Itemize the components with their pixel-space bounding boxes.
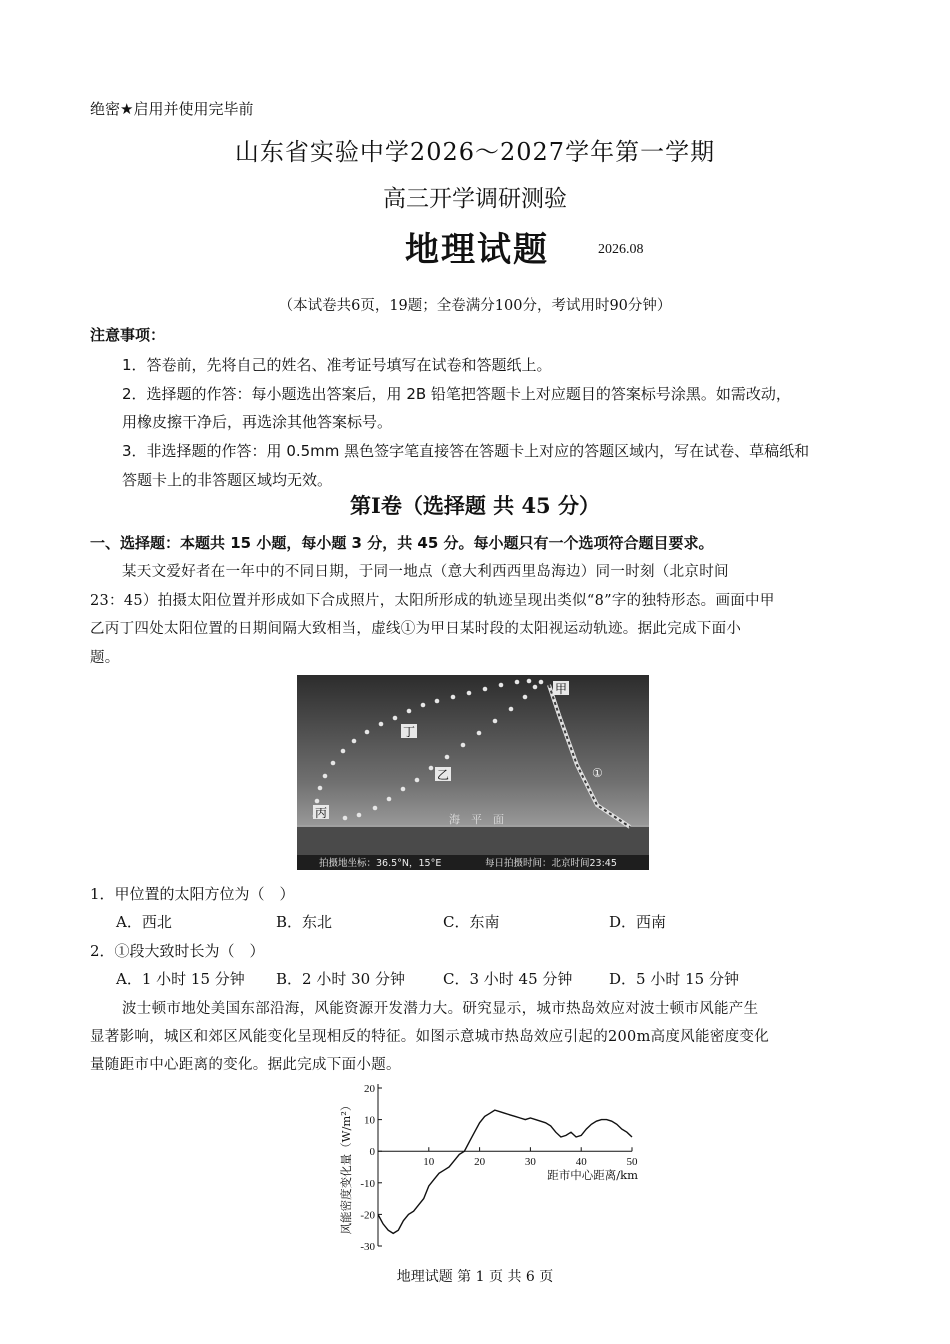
label-ding: 丁 — [403, 725, 416, 739]
q2-option-d: D．5 小时 15 分钟 — [609, 970, 739, 988]
sun-dot — [379, 722, 384, 727]
y-tick-label: -10 — [360, 1177, 375, 1190]
sun-dot — [499, 683, 504, 688]
sun-dot — [523, 695, 528, 700]
sun-dot — [451, 695, 456, 700]
label-yi: 乙 — [437, 768, 450, 782]
sun-dot — [331, 761, 336, 766]
sun-dot — [483, 687, 488, 692]
y-tick-label: 0 — [369, 1146, 375, 1159]
sun-dot — [509, 707, 514, 712]
sea-band — [297, 825, 649, 855]
sun-dot — [315, 799, 320, 804]
sun-dot — [343, 816, 348, 821]
sun-dot — [477, 731, 482, 736]
sun-dot — [539, 680, 544, 685]
photo-time: 每日拍摄时间：北京时间23:45 — [485, 858, 617, 869]
sea-level-label: 海 平 面 — [449, 813, 504, 826]
sun-dot — [421, 703, 426, 708]
sun-dot — [515, 680, 520, 685]
x-axis-label: 距市中心距离/km — [547, 1168, 638, 1183]
sun-dot — [341, 749, 346, 754]
y-tick-label: -30 — [360, 1241, 375, 1253]
chart-svg — [330, 1078, 650, 1258]
sun-analemma-photo — [297, 675, 649, 870]
passage1-line: 乙丙丁四处太阳位置的日期间隔大致相当，虚线①为甲日某时段的太阳视运动轨迹。据此完成下面小 — [90, 621, 742, 637]
sun-dot — [493, 719, 498, 724]
photo-coordinate: 拍摄地坐标：36.5°N，15°E — [319, 858, 442, 869]
school-term-title: 山东省实验中学2026～2027学年第一学期 — [234, 138, 716, 166]
passage2-line: 量随距市中心距离的变化。据此完成下面小题。 — [90, 1057, 401, 1073]
x-tick-label: 20 — [474, 1156, 486, 1169]
notice-line: 答题卡上的非答题区域均无效。 — [122, 471, 333, 489]
question-1-stem: 1．甲位置的太阳方位为（ ） — [90, 885, 295, 903]
page-footer: 地理试题 第 1 页 共 6 页 — [396, 1269, 554, 1285]
sun-dot — [527, 679, 532, 684]
sun-dot — [435, 699, 440, 704]
secret-mark: 绝密★启用并使用完毕前 — [90, 100, 254, 118]
sun-dot — [445, 755, 450, 760]
passage1-line: 某天文爱好者在一年中的不同日期，于同一地点（意大利西西里岛海边）同一时刻（北京时间 — [122, 564, 729, 580]
section-instruction: 一、选择题：本题共 15 小题，每小题 3 分，共 45 分。每小题只有一个选项符合题目要求。 — [90, 534, 714, 552]
y-tick-label: 20 — [364, 1083, 375, 1095]
sun-dot — [401, 787, 406, 792]
passage2-line: 显著影响，城区和郊区风能变化呈现相反的特征。如图示意城市热岛效应引起的200m高度风能密度变化 — [90, 1029, 770, 1045]
sun-dot — [415, 778, 420, 783]
notice-line: 1．答卷前，先将自己的姓名、准考证号填写在试卷和答题纸上。 — [122, 356, 552, 374]
q1-option-b: B．东北 — [276, 913, 333, 931]
exam-date: 2026.08 — [598, 242, 644, 257]
passage2-line: 波士顿市地处美国东部沿海，风能资源开发潜力大。研究显示，城市热岛效应对波士顿市风能产生 — [122, 1001, 759, 1017]
sun-dot — [357, 813, 362, 818]
y-tick-label: -20 — [360, 1209, 375, 1222]
y-tick-label: 10 — [364, 1114, 375, 1127]
y-axis-label: 风能密度变化量（W/m²） — [339, 1099, 353, 1235]
sun-dot — [318, 786, 323, 791]
label-circle-1: ① — [592, 766, 603, 780]
sun-dot — [533, 685, 538, 690]
sun-dot — [387, 797, 392, 802]
q2-option-b: B．2 小时 30 分钟 — [276, 970, 405, 988]
part-title: 第Ⅰ卷（选择题 共 45 分） — [350, 493, 600, 518]
label-bing: 丙 — [315, 806, 328, 820]
q2-option-c: C．3 小时 45 分钟 — [443, 970, 573, 988]
sun-dot — [323, 774, 328, 779]
analemma-figure — [297, 675, 649, 870]
exam-name: 高三开学调研测验 — [383, 186, 567, 212]
notice-heading: 注意事项： — [90, 326, 166, 344]
x-tick-label: 40 — [575, 1156, 587, 1169]
question-2-stem: 2．①段大致时长为（ ） — [90, 942, 265, 960]
sun-dot — [352, 739, 357, 744]
exam-info: （本试卷共6页，19题；全卷满分100分，考试用时90分钟） — [278, 298, 672, 314]
x-tick-label: 50 — [626, 1156, 638, 1169]
x-tick-label: 10 — [423, 1156, 435, 1169]
notice-line: 用橡皮擦干净后，再选涂其他答案标号。 — [122, 413, 393, 431]
q2-option-a: A．1 小时 15 分钟 — [116, 970, 245, 988]
sun-dot — [429, 766, 434, 771]
sun-dot — [365, 730, 370, 735]
x-tick-label: 30 — [524, 1156, 536, 1169]
subject-title: 地理试题 — [405, 230, 549, 270]
sun-dot — [467, 691, 472, 696]
wind-energy-chart — [330, 1078, 650, 1258]
sun-dot — [461, 743, 466, 748]
passage1-line: 23：45）拍摄太阳位置并形成如下合成照片，太阳所形成的轨迹呈现出类似“8”字的独特形态。画面中甲 — [90, 593, 775, 609]
q1-option-c: C．东南 — [443, 913, 500, 931]
q1-option-a: A．西北 — [116, 913, 172, 931]
notice-line: 3．非选择题的作答：用 0.5mm 黑色签字笔直接答在答题卡上对应的答题区域内，写在试卷、草稿纸和 — [122, 442, 810, 460]
label-jia: 甲 — [555, 682, 568, 696]
passage1-line: 题。 — [90, 650, 120, 666]
notice-line: 2．选择题的作答：每小题选出答案后，用 2B 铅笔把答题卡上对应题目的答案标号涂黑。如需改动， — [122, 385, 791, 403]
q1-option-d: D．西南 — [609, 913, 667, 931]
sun-dot — [393, 716, 398, 721]
sun-dot — [373, 806, 378, 811]
sun-dot — [407, 709, 412, 714]
